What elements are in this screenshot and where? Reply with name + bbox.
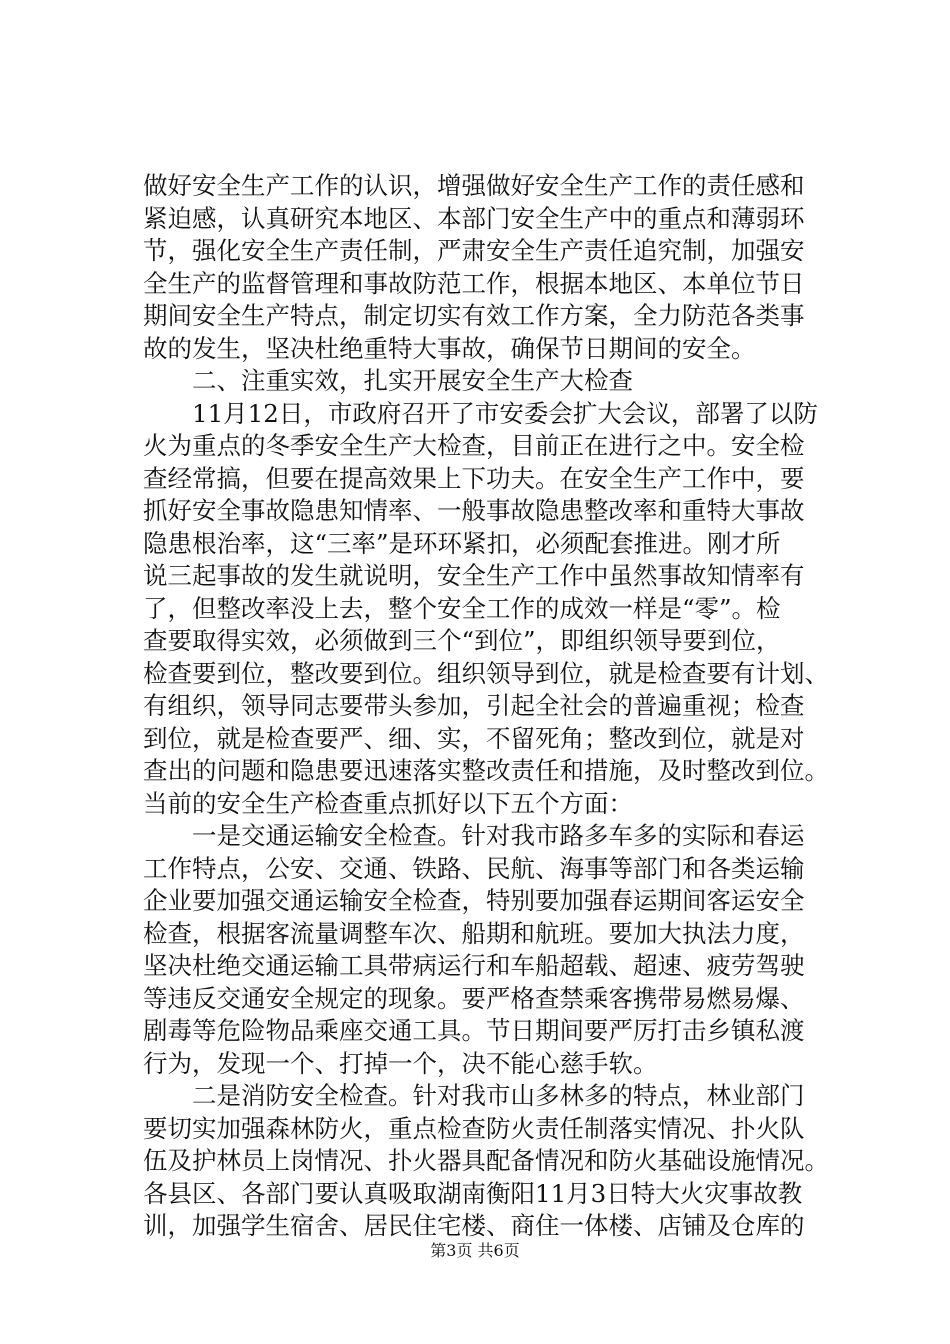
text-line: 11月12日，市政府召开了市安委会扩大会议，部署了以防 (143, 398, 818, 428)
text-line: 有组织，领导同志要带头参加，引起全社会的普遍重视；检查 (143, 691, 805, 720)
text-line: 要切实加强森林防火，重点检查防火责任制落实情况、扑火队 (143, 1113, 805, 1143)
section-heading: 二、注重实效，扎实开展安全生产大检查 (143, 366, 633, 395)
text-line: 了，但整改率没上去，整个安全工作的成效一样是“零”。检 (143, 593, 781, 623)
text-line: 查要取得实效，必须做到三个“到位”，即组织领导要到位， (143, 626, 781, 655)
text-line: 抓好安全事故隐患知情率、一般事故隐患整改率和重特大事故 (143, 496, 805, 525)
text-line: 企业要加强交通运输安全检查，特别要加强春运期间客运安全 (143, 886, 805, 915)
body-text (143, 170, 833, 1243)
text-line: 检查要到位，整改要到位。组织领导到位，就是检查要有计划、 (143, 658, 829, 688)
text-line: 伍及护林员上岗情况、扑火器具配备情况和防火基础设施情况。 (143, 1146, 829, 1175)
text-line: 当前的安全生产检查重点抓好以下五个方面： (143, 788, 633, 818)
text-line: 一是交通运输安全检查。针对我市路多车多的实际和春运 (143, 821, 805, 850)
text-line: 训，加强学生宿舍、居民住宅楼、商住一体楼、店铺及仓库的 (143, 1211, 805, 1240)
text-line: 说三起事故的发生就说明，安全生产工作中虽然事故知情率有 (143, 561, 805, 590)
text-line: 剧毒等危险物品乘座交通工具。节日期间要严厉打击乡镇私渡 (143, 1016, 805, 1045)
text-line: 火为重点的冬季安全生产大检查，目前正在进行之中。安全检 (143, 431, 805, 460)
page-footer: 第3页 共6页 (430, 1241, 520, 1260)
text-line: 节，强化安全生产责任制，严肃安全生产责任追究制，加强安 (143, 236, 805, 265)
text-line: 行为，发现一个、打掉一个，决不能心慈手软。 (143, 1048, 658, 1078)
text-line: 故的发生，坚决杜绝重特大事故，确保节日期间的安全。 (143, 333, 756, 363)
text-line: 二是消防安全检查。针对我市山多林多的特点，林业部门 (143, 1081, 805, 1110)
text-line: 到位，就是检查要严、细、实，不留死角；整改到位，就是对 (143, 723, 805, 753)
text-line: 检查，根据客流量调整车次、船期和航班。要加大执法力度， (143, 918, 805, 948)
text-line: 查出的问题和隐患要迅速落实整改责任和措施，及时整改到位。 (143, 756, 829, 785)
text-line: 工作特点，公安、交通、铁路、民航、海事等部门和各类运输 (143, 853, 805, 883)
text-line: 紧迫感，认真研究本地区、本部门安全生产中的重点和薄弱环 (143, 203, 805, 233)
text-line: 全生产的监督管理和事故防范工作，根据本地区、本单位节日 (143, 268, 805, 298)
text-line: 等违反交通安全规定的现象。要严格查禁乘客携带易燃易爆、 (143, 983, 805, 1013)
text-line: 坚决杜绝交通运输工具带病运行和车船超载、超速、疲劳驾驶 (143, 951, 805, 980)
text-line: 查经常搞，但要在提高效果上下功夫。在安全生产工作中，要 (143, 463, 805, 493)
text-line: 期间安全生产特点，制定切实有效工作方案，全力防范各类事 (143, 301, 805, 330)
text-line: 隐患根治率，这“三率”是环环紧扣，必须配套推进。刚才所 (143, 528, 781, 558)
text-line: 各县区、各部门要认真吸取湖南衡阳11月3日特大火灾事故教 (143, 1178, 803, 1208)
text-line: 做好安全生产工作的认识，增强做好安全生产工作的责任感和 (143, 171, 805, 200)
